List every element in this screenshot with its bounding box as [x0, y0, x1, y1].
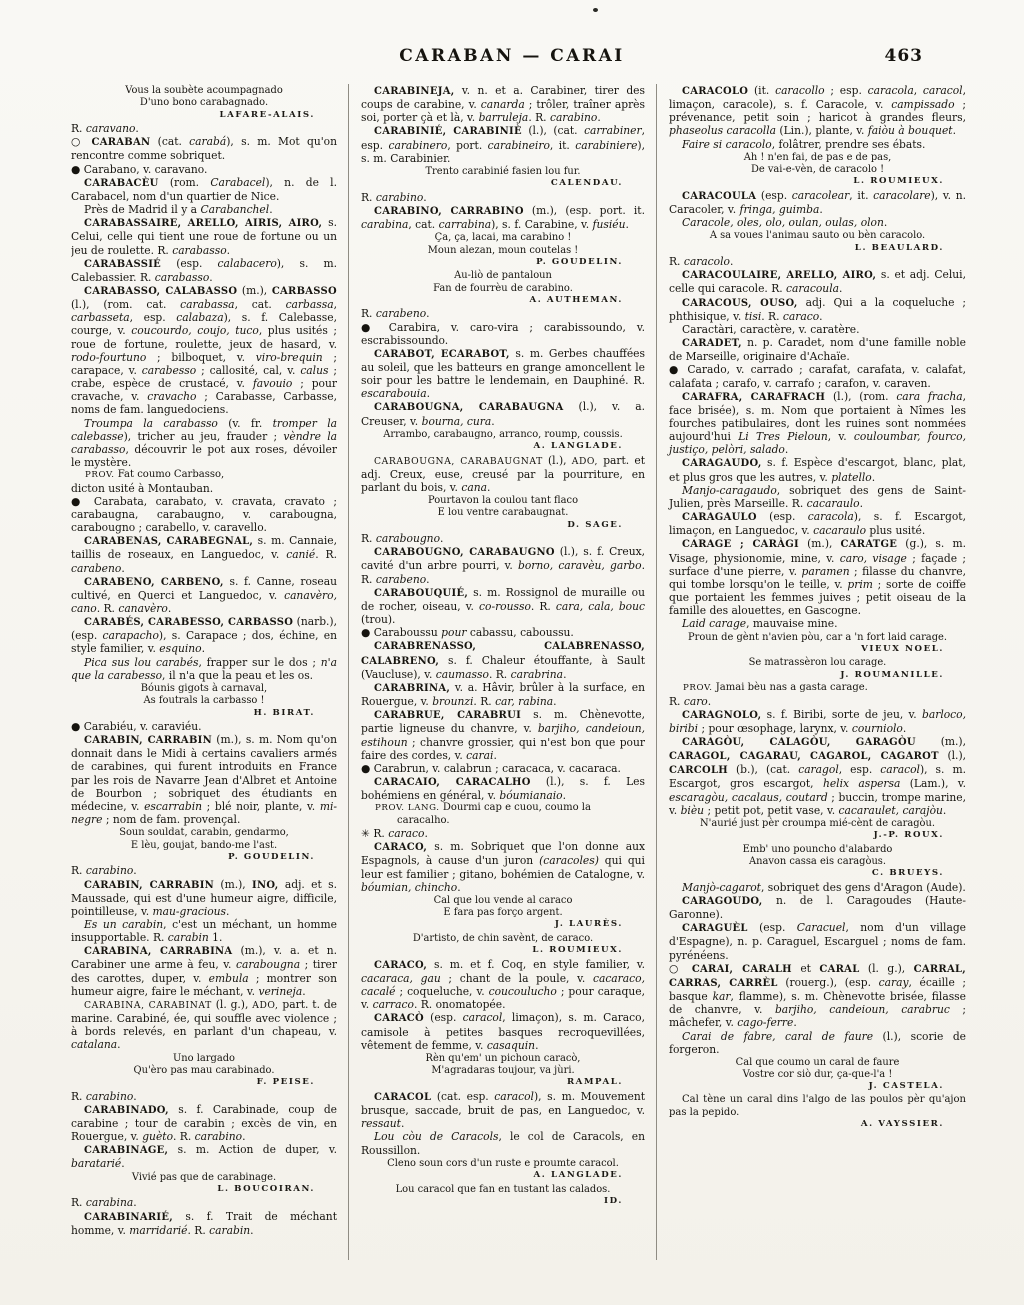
verse-quote: Arrambo, carabaugno, arranco, roump, coussis.: [383, 428, 623, 440]
dict-entry: Laid carage, mauvaise mine.: [682, 617, 838, 631]
text-line: ● Caraboussu pour cabassu, caboussu.: [361, 626, 574, 640]
author-citation: J. CASTELA.: [868, 1081, 944, 1092]
dict-entry: CARAGAULO (esp. caracola), s. f. Escargot, limaçon, en Languedoc, v. cacaraulo plus usité.: [669, 510, 966, 538]
author-citation: A. VAYSSIER.: [860, 1119, 944, 1130]
verse-quote: N'aurié just pèr croumpa mié-cènt de caragòu.: [700, 817, 935, 829]
columns: [71, 84, 966, 1260]
text-line: ✳ R. caraco.: [361, 827, 428, 841]
text-line: R. carabina.: [71, 1196, 137, 1210]
dict-entry: CARACO, s. m. et f. Coq, en style familier, v. cacaraca, gau ; chant de la poule, v. cacaraco, cacalé ; coqueluche, v. coucoulucho ; pour caraque, v. carraco. R. onomatopée.: [361, 957, 645, 1012]
dict-entry: CARABASSO, CALABASSO (m.), CARBASSO (l.), (rom. cat. carabassa, cat. carbassa, carbasseta, esp. calabaza), s. f. Calebasse, courge, v. coucourdo, coujo, tuco, plus usités ; roue de fortune, roulette, jeux de hasard, v. rodo-fourtuno ; bilboquet, v. viro-brequin ; carapace, v. carabesso ; callosité, cal, v. calus ; crabe, espèce de crustacé, v. favouio ; pour cravache, v. cravacho ; Carabasse, Carbasse, noms de fam. languedociens.: [71, 283, 337, 417]
verse-quote: Proun de gènt n'avien pòu, car a 'n fort laid carage.: [688, 631, 947, 643]
verse-quote: Pourtavon la coulou tant flaco E lou ventre carabaugnat.: [427, 495, 579, 519]
author-citation: F. PEISE.: [256, 1077, 315, 1088]
author-citation: C. BRUEYS.: [871, 868, 944, 879]
dict-entry: CARABRENASSO, CALABRENASSO, CALABRENO, s. f. Chaleur étouffante, à Sault (Vaucluse), v. caumasso. R. carabrina.: [361, 641, 645, 681]
dict-entry: CARADET, n. p. Caradet, nom d'une famille noble de Marseille, originaire d'Achaïe.: [669, 336, 966, 364]
dict-entry: CARAGNOLO, s. f. Biribi, sorte de jeu, v. barloco, biribi ; pour œsophage, larynx, v. courniolo.: [669, 707, 966, 735]
author-citation: P. GOUDELIN.: [536, 256, 623, 267]
verse-quote: Cleno soun cors d'un ruste e proumte caracol.: [387, 1157, 619, 1169]
verse-quote: Vous la soubète acoumpagnado D'uno bono carabagnado.: [125, 85, 283, 109]
verse-quote: Cal que lou vende al caraco E fara pas forço argent.: [433, 894, 573, 919]
dict-entry: CARABENAS, CARABEGNAL, s. m. Cannaie, taillis de roseaux, en Languedoc, v. canié. R. carabeno.: [71, 534, 337, 575]
page-number: 463: [884, 46, 923, 66]
dict-entry: Carai de fabre, caral de faure (l.), scorie de forgeron.: [669, 1029, 966, 1056]
dict-entry: CARACOL (cat. esp. caracol), s. m. Mouvement brusque, saccade, bruit de pas, en Languedoc, v. ressaut.: [361, 1089, 645, 1131]
dict-entry: CARAGUÈL (esp. Caracuel, nom d'un village d'Espagne), n. p. Caraguel, Escarguel ; noms de fam. pyrénéens.: [669, 921, 966, 962]
proverb: PROV. Jamai bèu nas a gasta carage.: [683, 682, 868, 694]
verse-quote: Cal que coumo un caral de faure Vostre cor siò dur, ça-que-l'a !: [735, 1056, 900, 1081]
dict-entry: CARAGAUDO, s. f. Espèce d'escargot, blanc, plat, et plus gros que les autres, v. platello.: [669, 456, 966, 484]
verse-quote: Trento carabinié fasien lou fur.: [425, 165, 581, 177]
author-citation: L. BEAULARD.: [854, 242, 944, 253]
author-citation: J. LAURÈS.: [554, 919, 623, 930]
author-citation: LAFARE-ALAIS.: [219, 109, 315, 120]
dict-entry: CARABRUE, CARABRUI s. m. Chènevotte, partie ligneuse du chanvre, v. barjiho, candeioun, estihoun ; chanvre grossier, qui n'est bon que pour faire des cordes, v. carai.: [361, 708, 645, 762]
verse-quote: D'artisto, de chin savènt, de caraco.: [412, 932, 594, 944]
dict-entry: CARABACÈU (rom. Carabacel), n. de l. Carabacel, nom d'un quartier de Nice.: [71, 175, 337, 203]
column-3: [656, 84, 966, 1260]
verse-quote: Lou caracol que fan en tustant las calados.: [395, 1183, 611, 1195]
text-line: R. caravano.: [71, 122, 139, 136]
dict-entry: CARABENO, CARBENO, s. f. Canne, roseau cultivé, en Querci et Languedoc, v. canavèro, cano. R. canavèro.: [71, 574, 337, 615]
dict-entry: CARABINA, CARABINAT (l. g.), ADO, part. t. de marine. Carabiné, ée, qui souffle avec violence ; à bords relevés, en parlant d'un chapeau, v. catalana.: [71, 997, 337, 1052]
dict-entry: CARABOUGNA, CARABAUGNAT (l.), ADO, part. et adj. Creux, euse, creusé par la pourriture, en parlant du bois, v. cana.: [361, 453, 645, 494]
dict-entry: CARABASSAIRE, ARELLO, AIRIS, AIRO, s. Celui, celle qui tient une roue de fortune ou un jeu de roulette. R. carabasso.: [71, 216, 337, 257]
dict-entry: CARABINA, CARRABINA (m.), v. a. et n. Carabiner une arme à feu, v. carabougna ; tirer des carottes, duper, v. embula ; montrer son humeur aigre, faire le méchant, v. verineja.: [71, 944, 337, 998]
text-line: ● Carabiéu, v. caraviéu.: [71, 720, 202, 733]
dict-entry: Manjò-cagarot, sobriquet des gens d'Aragon (Aude).: [682, 880, 966, 894]
author-citation: L. ROUMIEUX.: [532, 945, 623, 956]
column-1: [71, 84, 337, 1260]
text-line: ● Carabano, v. caravano.: [71, 162, 208, 176]
dict-entry: Près de Madrid il y a Carabanchel.: [84, 203, 273, 217]
dict-entry: CARABINO, CARRABINO (m.), (esp. port. it. carabina, cat. carrabina), s. f. Carabine, v. fusiéu.: [361, 203, 645, 232]
author-citation: ID.: [604, 1195, 623, 1206]
author-citation: J. ROUMANILLE.: [840, 669, 944, 680]
text-line: dicton usité à Montauban.: [71, 481, 214, 495]
author-citation: J.-P. ROUX.: [873, 830, 944, 841]
verse-quote: A sa voues l'animau sauto ou bèn caracolo.: [709, 230, 926, 242]
dict-entry: CARABOT, ECARABOT, s. m. Gerbes chauffées au soleil, que les batteurs en grange amoncellent le soir pour les battre le lendemain, en Dauphiné. R. escarabouia.: [361, 346, 645, 401]
dict-entry: CARABOUGNO, CARABAUGNO (l.), s. f. Creux, cavité d'un arbre pourri, v. borno, caravèu, garbo. R. carabeno.: [361, 545, 645, 586]
dict-entry: Lou còu de Caracols, le col de Caracols, en Roussillon.: [361, 1130, 645, 1157]
verse-quote: Bóunis gigots à carnaval, As foutrals la carbasso !: [140, 682, 268, 707]
dict-entry: CARABOUQUIÉ, s. m. Rossignol de muraille ou de rocher, oiseau, v. co-rousso. R. cara, cala, bouc (trou).: [361, 585, 645, 627]
dict-entry: CARACOLO (it. caracollo ; esp. caracola, caracol, limaçon, caracole), s. f. Caracole, v. campissado ; prévenance, petit soin ; haricot à grandes fleurs, phaseolus caracolla (Lin.), plante, v. faiòu à bouquet.: [669, 84, 966, 138]
dict-entry: CARABINEJA, v. n. et a. Carabiner, tirer des coups de carabine, v. canarda ; trôler, traîner après soi, porter çà et là, v. barruleja. R. carabino.: [361, 84, 645, 125]
dict-entry: CARABOUGNA, CARABAUGNA (l.), v. a. Creuser, v. bourna, cura.: [361, 400, 645, 428]
author-citation: CALENDAU.: [550, 178, 623, 189]
dict-entry: CARACO, s. m. Sobriquet que l'on donne aux Espagnols, à cause d'un juron (caracoles) qui qui leur est familier ; gitano, bohémien de Catalogne, v. bóumian, chincho.: [361, 840, 645, 894]
dict-entry: Manjo-caragaudo, sobriquet des gens de Saint-Julien, près Marseille. R. cacaraulo.: [669, 483, 966, 510]
dict-entry: CARAGÒU, CALAGÒU, GARAGÒU (m.), CARAGOL, CAGARAU, CAGAROL, CAGAROT (l.), CARCOLH (b.), (cat. caragol, esp. caracol), s. m. Escargot, gros escargot, helix aspersa (Lam.), v. escaragòu, cacalaus, coutard ; buccin, trompe marine, v. bièu ; petit pot, petit vase, v. cacaraulet, carajòu.: [669, 734, 966, 817]
page-title: CARABAN — CARAI: [399, 46, 625, 66]
dict-entry: CARACÒ (esp. caracol, limaçon), s. m. Caraco, camisole à petites basques recroquevillées, vêtement de femme, v. casaquin.: [361, 1011, 645, 1052]
author-citation: A. LANGLADE.: [533, 1170, 623, 1181]
dict-entry: CARACAIO, CARACALHO (l.), s. f. Les bohémiens en général, v. bóumianaio.: [361, 774, 645, 803]
text-line: ○ CARAI, CARALH et CARAL (l. g.), CARRAL, CARRAS, CARRÈL (rouerg.), (esp. caray, écaille ; basque kar, flamme), s. m. Chènevotte brisée, filasse de chanvre, v. barjiho, candeioun, carabruc ; mâchefer, v. cago-ferre.: [669, 961, 966, 1030]
text-line: ● Carabira, v. caro-vira ; carabissoundo, v. escrabissoundo.: [361, 320, 645, 347]
text-line: ● Carado, v. carrado ; carafat, carafata, v. calafat, calafata ; carafo, v. carrafo ; carafon, v. caraven.: [669, 363, 966, 390]
verse-quote: Au-liò de pantaloun Fan de fourrèu de carabino.: [433, 270, 573, 294]
dict-entry: CARAFRA, CARAFRACH (l.), (rom. cara fracha, face brisée), s. m. Nom que portaient à Nîmes les fourches patibulaires, dont les ruines sont nommées aujourd'hui Li Tres Pieloun, v. couloumbar, fourco, justiço, pelòri, salado.: [669, 389, 966, 457]
verse-quote: Vivié pas que de carabinage.: [131, 1171, 277, 1183]
author-citation: A. AUTHEMAN.: [529, 294, 623, 305]
dict-entry: CARACOULA (esp. caracolear, it. caracolare), v. n. Caracoler, v. fringa, guimba.: [669, 188, 966, 217]
column-2: [348, 84, 645, 1260]
dict-entry: CARABINAGE, s. m. Action de duper, v. baratarié.: [71, 1143, 337, 1171]
dict-entry: CARAGOUDO, n. de l. Caragoudes (Haute-Garonne).: [669, 893, 966, 922]
scan-speck: [593, 8, 598, 12]
text-line: R. carabino.: [71, 1089, 137, 1103]
verse-quote: Uno largado Qu'èro pas mau carabinado.: [133, 1052, 275, 1076]
dict-entry: CARAGE ; CARÀGI (m.), CARATGE (g.), s. m. Visage, physionomie, mine, v. caro, visage ; façade ; surface d'une pierre, v. paramen ; filasse du chanvre, qui tombe lorsqu'on le teille, v. prim ; sorte de coiffe que portaient les femmes juives ; petit oiseau de la famille des alouettes, en Gascogne.: [669, 537, 966, 618]
dict-entry: Caractàri, caractère, v. caratère.: [682, 322, 860, 336]
dict-entry: CARABRINA, v. a. Hâvir, brûler à la surface, en Rouergue, v. brounzi. R. car, rabina.: [361, 680, 645, 709]
dict-entry: Faire si caracolo, folâtrer, prendre ses ébats.: [682, 137, 926, 151]
text-line: ● Carabata, carabato, v. cravata, cravato ; carabaugna, carabaugno, v. carabougna, carabougno ; carabello, v. caravello.: [71, 494, 337, 535]
page-header: [73, 46, 951, 70]
text-line: R. caracolo.: [669, 255, 734, 269]
verse-quote: Emb' uno pouncho d'alabardo Anavon cassa eis caragòus.: [742, 843, 893, 868]
dict-entry: CARACOUS, OUSO, adj. Qui a la coqueluche ; phthisique, v. tisi. R. caraco.: [669, 295, 966, 323]
dict-entry: CARABIN, CARRABIN (m.), s. m. Nom qu'on donnait dans le Midi à certains cavaliers armés de carabines, qui furent introduits en France par les rois de Navarre Jean d'Albret et Antoine de Bourbon ; sobriquet des étudiants en médecine, v. escarrabin ; blé noir, plante, v. mi-negre ; nom de fam. provençal.: [71, 733, 337, 827]
text-line: ○ CARABAN (cat. carabá), s. m. Mot qu'on rencontre comme sobriquet.: [71, 135, 337, 163]
author-citation: VIEUX NOEL.: [861, 643, 944, 654]
text-line: R. caro.: [669, 694, 712, 708]
quote-line: Cal tène un caral dins l'algo de las poulos pèr qu'ajon pas la pepido.: [669, 1093, 966, 1118]
dict-entry: CARABIN, CARRABIN (m.), INO, adj. et s. Maussade, qui est d'une humeur aigre, difficile, pointilleuse, v. mau-gracious.: [71, 877, 337, 918]
text-line: R. carabino.: [361, 190, 427, 204]
dict-entry: Es un carabin, c'est un méchant, un homme insupportable. R. carabin 1.: [71, 917, 337, 945]
verse-quote: Ça, ça, lacai, ma carabino ! Moun alezan, moun coutelas !: [427, 232, 579, 256]
dict-entry: Troumpa la carabasso (v. fr. tromper la calebasse), tricher au jeu, frauder ; vèndre la carabasso, découvrir le pot aux roses, dévoiler le mystère.: [71, 416, 337, 469]
dict-entry: CARABINARIÉ, s. f. Trait de méchant homme, v. marridarié. R. carabin.: [71, 1209, 337, 1237]
dict-entry: Caracole, oles, olo, oulan, oulas, olon.: [682, 216, 888, 230]
author-citation: P. GOUDELIN.: [228, 851, 315, 862]
text-line: R. carabougno.: [361, 532, 444, 546]
author-citation: A. LANGLADE.: [533, 441, 623, 452]
author-citation: D. SAGE.: [567, 519, 623, 530]
verse-quote: Soun souldat, carabin, gendarmo, E lèu, goujat, bando-me l'ast.: [119, 827, 289, 851]
author-citation: L. ROUMIEUX.: [853, 176, 944, 187]
dict-entry: Pica sus lou carabés, frapper sur le dos ; n'a que la carabesso, il n'a que la peau et les os.: [71, 655, 337, 682]
dict-entry: CARABÉS, CARABESSO, CARBASSO (narb.), (esp. carapacho), s. Carapace ; dos, échine, en style familier, v. esquino.: [71, 615, 337, 656]
dict-entry: CARABINIÉ, CARABINIÈ (l.), (cat. carrabiner, esp. carabinero, port. carabineiro, it. carabiniere), s. m. Carabinier.: [361, 124, 645, 165]
dict-entry: CARABASSIÉ (esp. calabacero), s. m. Calebassier. R. carabasso.: [71, 256, 337, 284]
dict-entry: CARACOULAIRE, ARELLO, AIRO, s. et adj. Celui, celle qui caracole. R. caracoula.: [669, 268, 966, 296]
verse-quote: Rèn qu'em' un pichoun caracò, M'agradaras toujour, va jùri.: [425, 1052, 581, 1077]
author-citation: H. BIRAT.: [253, 707, 315, 718]
verse-quote: Se matrassèron lou carage.: [748, 657, 887, 669]
text-line: R. carabino.: [71, 864, 137, 878]
text-line: R. carabeno.: [361, 307, 430, 321]
verse-quote: Ah ! n'en fai, de pas e de pas, De vai-e-vèn, de caracolo !: [743, 151, 892, 176]
dict-entry: CARABINADO, s. f. Carabinade, coup de carabine ; tour de carabin ; excès de vin, en Rouergue, v. guèto. R. carabino.: [71, 1102, 337, 1144]
proverb: PROV. Fat coumo Carbasso,: [85, 469, 225, 481]
author-citation: L. BOUCOIRAN.: [217, 1183, 315, 1194]
text-line: ● Carabrun, v. calabrun ; caracaca, v. cacaraca.: [361, 761, 621, 775]
author-citation: RAMPAL.: [566, 1077, 623, 1088]
proverb: PROV. LANG. Dourmi cap e cuou, coumo la caracalho.: [375, 802, 591, 826]
